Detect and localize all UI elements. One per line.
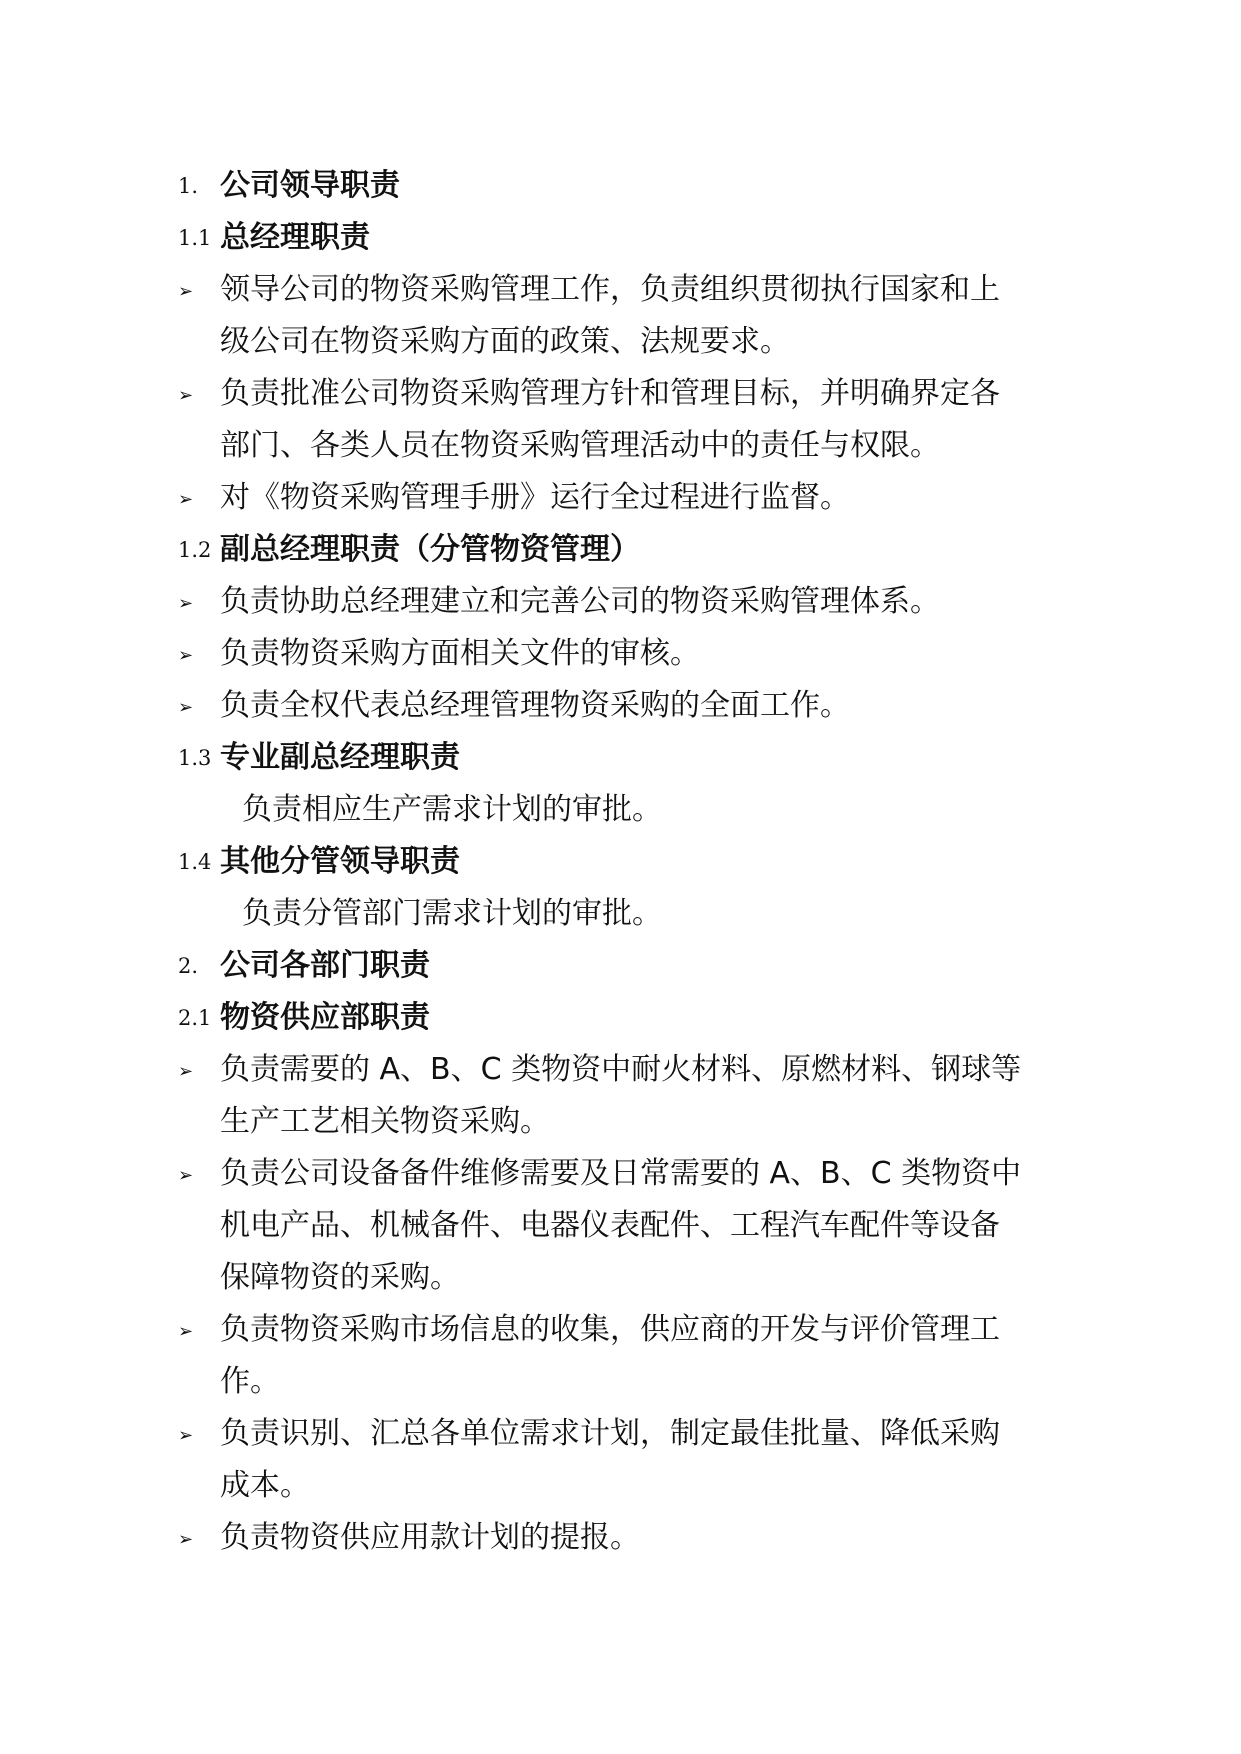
bullet-item xyxy=(178,264,1108,316)
subsection-number: 1.2 xyxy=(178,538,212,562)
document-body xyxy=(178,160,1108,1564)
bullet-text: 部门、各类人员在物资采购管理活动中的责任与权限。 xyxy=(220,428,940,463)
bullet-item xyxy=(178,1044,1108,1096)
subsection-number: 1.1 xyxy=(178,226,212,250)
bullet-text: 领导公司的物资采购管理工作，负责组织贯彻执行国家和上 xyxy=(220,272,1000,307)
bullet-text: 负责物资采购市场信息的收集，供应商的开发与评价管理工 xyxy=(220,1312,1000,1347)
section-heading xyxy=(178,940,1108,992)
bullet-text: 负责物资供应用款计划的提报。 xyxy=(220,1520,640,1555)
bullet-item xyxy=(178,368,1108,420)
bullet-continuation xyxy=(178,1356,1108,1408)
subsection-title: 专业副总经理职责 xyxy=(220,740,460,775)
bullet-text: 保障物资的采购。 xyxy=(220,1260,460,1295)
arrow-bullet-icon: ➢ xyxy=(178,1061,194,1082)
bullet-continuation xyxy=(178,1096,1108,1148)
paragraph-text: 负责分管部门需求计划的审批。 xyxy=(242,896,662,931)
paragraph xyxy=(178,784,1108,836)
subsection-title: 物资供应部职责 xyxy=(220,1000,430,1035)
bullet-text: 负责批准公司物资采购管理方针和管理目标，并明确界定各 xyxy=(220,376,1000,411)
subsection-heading xyxy=(178,524,1108,576)
bullet-item xyxy=(178,680,1108,732)
subsection-heading xyxy=(178,836,1108,888)
paragraph-text: 负责相应生产需求计划的审批。 xyxy=(242,792,662,827)
section-number: 2. xyxy=(178,954,199,978)
bullet-text: 级公司在物资采购方面的政策、法规要求。 xyxy=(220,324,790,359)
paragraph xyxy=(178,888,1108,940)
arrow-bullet-icon: ➢ xyxy=(178,281,194,302)
bullet-item xyxy=(178,576,1108,628)
bullet-continuation xyxy=(178,1200,1108,1252)
bullet-text: 负责需要的 A、B、C 类物资中耐火材料、原燃材料、钢球等 xyxy=(220,1052,1022,1087)
bullet-text: 负责公司设备备件维修需要及日常需要的 A、B、C 类物资中 xyxy=(220,1156,1022,1191)
bullet-item xyxy=(178,1512,1108,1564)
subsection-number: 1.3 xyxy=(178,746,212,770)
arrow-bullet-icon: ➢ xyxy=(178,385,194,406)
arrow-bullet-icon: ➢ xyxy=(178,489,194,510)
subsection-number: 1.4 xyxy=(178,850,212,874)
arrow-bullet-icon: ➢ xyxy=(178,1321,194,1342)
bullet-continuation xyxy=(178,1460,1108,1512)
bullet-text: 对《物资采购管理手册》运行全过程进行监督。 xyxy=(220,480,850,515)
bullet-continuation xyxy=(178,420,1108,472)
bullet-text: 负责协助总经理建立和完善公司的物资采购管理体系。 xyxy=(220,584,940,619)
bullet-item xyxy=(178,1148,1108,1200)
bullet-item xyxy=(178,1408,1108,1460)
bullet-text: 成本。 xyxy=(220,1468,310,1503)
section-title: 公司领导职责 xyxy=(220,168,400,203)
bullet-continuation xyxy=(178,316,1108,368)
arrow-bullet-icon: ➢ xyxy=(178,1165,194,1186)
subsection-number: 2.1 xyxy=(178,1006,212,1030)
arrow-bullet-icon: ➢ xyxy=(178,645,194,666)
subsection-heading xyxy=(178,732,1108,784)
arrow-bullet-icon: ➢ xyxy=(178,1529,194,1550)
subsection-heading xyxy=(178,992,1108,1044)
section-title: 公司各部门职责 xyxy=(220,948,430,983)
bullet-text: 机电产品、机械备件、电器仪表配件、工程汽车配件等设备 xyxy=(220,1208,1000,1243)
section-number: 1. xyxy=(178,174,199,198)
arrow-bullet-icon: ➢ xyxy=(178,1425,194,1446)
subsection-title: 其他分管领导职责 xyxy=(220,844,460,879)
bullet-item xyxy=(178,628,1108,680)
subsection-title: 总经理职责 xyxy=(220,220,370,255)
arrow-bullet-icon: ➢ xyxy=(178,593,194,614)
bullet-text: 负责物资采购方面相关文件的审核。 xyxy=(220,636,700,671)
bullet-text: 生产工艺相关物资采购。 xyxy=(220,1104,550,1139)
section-heading xyxy=(178,160,1108,212)
arrow-bullet-icon: ➢ xyxy=(178,697,194,718)
bullet-continuation xyxy=(178,1252,1108,1304)
bullet-text: 负责全权代表总经理管理物资采购的全面工作。 xyxy=(220,688,850,723)
bullet-text: 作。 xyxy=(220,1364,280,1399)
subsection-heading xyxy=(178,212,1108,264)
subsection-title: 副总经理职责（分管物资管理） xyxy=(220,532,640,567)
bullet-text: 负责识别、汇总各单位需求计划，制定最佳批量、降低采购 xyxy=(220,1416,1000,1451)
bullet-item xyxy=(178,472,1108,524)
bullet-item xyxy=(178,1304,1108,1356)
